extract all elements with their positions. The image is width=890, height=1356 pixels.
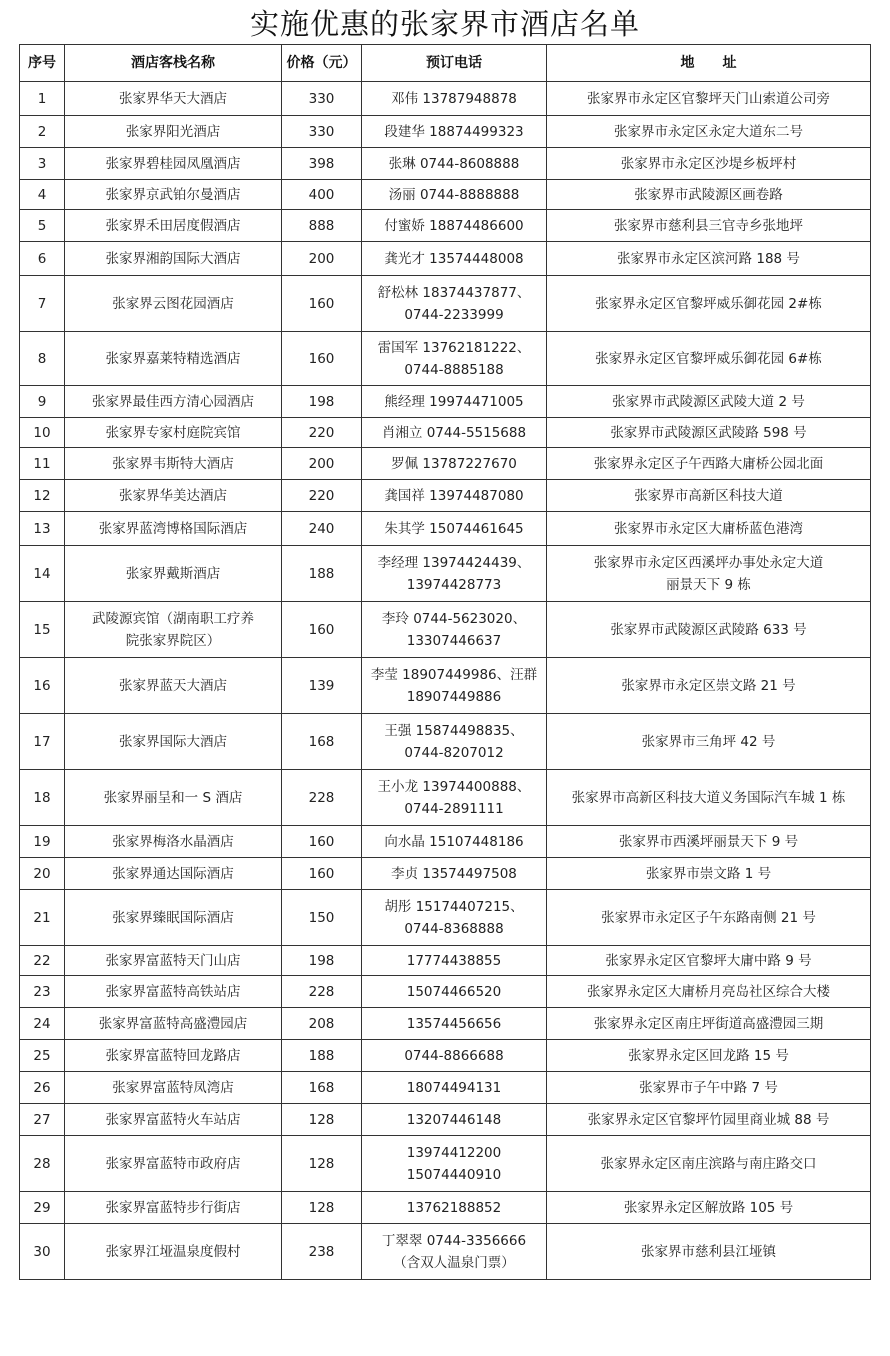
cell-no: 28 — [20, 1136, 65, 1192]
cell-phone-line: 0744-8368888 — [404, 920, 504, 937]
cell-address — [547, 1072, 871, 1104]
cell-phone — [362, 602, 547, 658]
cell-hotel-name-line: 张家界韦斯特大酒店 — [112, 455, 234, 472]
cell-price: 888 — [282, 210, 362, 242]
cell-phone-line: 向水晶 15107448186 — [384, 833, 524, 850]
cell-address — [547, 1040, 871, 1072]
cell-no: 24 — [20, 1008, 65, 1040]
cell-address-line: 张家界永定区官黎坪威乐御花园 2#栋 — [595, 295, 822, 312]
cell-address-line: 张家界永定区回龙路 15 号 — [628, 1047, 789, 1064]
cell-hotel-name-line: 张家界碧桂园凤凰酒店 — [105, 155, 241, 172]
cell-hotel-name-line: 张家界富蓝特天门山店 — [105, 952, 241, 969]
cell-hotel-name — [65, 512, 282, 546]
table-row — [20, 82, 871, 116]
table-row — [20, 1224, 871, 1280]
header-row — [20, 45, 871, 82]
cell-phone — [362, 1040, 547, 1072]
table-row — [20, 546, 871, 602]
cell-phone — [362, 512, 547, 546]
cell-address — [547, 546, 871, 602]
cell-hotel-name-line: 张家界云图花园酒店 — [112, 295, 234, 312]
cell-price: 168 — [282, 1072, 362, 1104]
cell-address — [547, 480, 871, 512]
cell-phone-line: 王小龙 13974400888、 — [377, 778, 531, 795]
cell-address — [547, 858, 871, 890]
cell-address — [547, 180, 871, 210]
cell-price: 220 — [282, 480, 362, 512]
cell-hotel-name — [65, 770, 282, 826]
cell-no: 12 — [20, 480, 65, 512]
cell-phone — [362, 976, 547, 1008]
cell-phone-line: 17774438855 — [406, 952, 502, 969]
cell-address — [547, 386, 871, 418]
cell-phone — [362, 1104, 547, 1136]
cell-phone-line: 段建华 18874499323 — [384, 123, 524, 140]
table-row — [20, 658, 871, 714]
cell-phone-line: 王强 15874498835、 — [384, 722, 524, 739]
cell-address-line: 张家界市永定区永定大道东二号 — [614, 123, 803, 140]
table-row — [20, 1104, 871, 1136]
cell-price: 208 — [282, 1008, 362, 1040]
cell-hotel-name — [65, 602, 282, 658]
cell-phone-line: 丁翠翠 0744-3356666 — [381, 1232, 527, 1249]
cell-phone — [362, 946, 547, 976]
cell-address — [547, 714, 871, 770]
cell-price: 200 — [282, 242, 362, 276]
cell-address — [547, 658, 871, 714]
cell-phone — [362, 210, 547, 242]
cell-hotel-name — [65, 1192, 282, 1224]
cell-hotel-name-line: 张家界京武铂尔曼酒店 — [105, 186, 241, 203]
cell-phone-line: 李莹 18907449986、汪群 — [370, 666, 538, 683]
table-row — [20, 386, 871, 418]
cell-no: 16 — [20, 658, 65, 714]
table-row — [20, 976, 871, 1008]
cell-price: 168 — [282, 714, 362, 770]
cell-phone-line: 肖湘立 0744-5515688 — [381, 424, 527, 441]
cell-address-line: 张家界市永定区西溪坪办事处永定大道 — [593, 554, 824, 571]
cell-hotel-name-line: 张家界臻眠国际酒店 — [112, 909, 234, 926]
cell-hotel-name-line: 张家界富蓝特火车站店 — [105, 1111, 241, 1128]
table-row — [20, 180, 871, 210]
cell-phone — [362, 180, 547, 210]
cell-price: 139 — [282, 658, 362, 714]
cell-address — [547, 946, 871, 976]
cell-address — [547, 1104, 871, 1136]
cell-no: 21 — [20, 890, 65, 946]
cell-address-line: 张家界市武陵源区武陵大道 2 号 — [612, 393, 805, 410]
cell-phone-line: 付蜜娇 18874486600 — [384, 217, 524, 234]
cell-price: 398 — [282, 148, 362, 180]
cell-hotel-name-line: 张家界最佳西方清心园酒店 — [92, 393, 254, 410]
cell-no: 13 — [20, 512, 65, 546]
cell-phone — [362, 276, 547, 332]
cell-hotel-name — [65, 826, 282, 858]
cell-address-line: 丽景天下 9 栋 — [666, 576, 751, 593]
cell-price: 198 — [282, 946, 362, 976]
cell-phone-line: 舒松林 18374437877、 — [377, 284, 531, 301]
cell-hotel-name-line: 张家界富蓝特凤湾店 — [112, 1079, 234, 1096]
cell-price: 160 — [282, 332, 362, 386]
cell-phone-line: 0744-2233999 — [404, 306, 504, 323]
cell-price: 188 — [282, 546, 362, 602]
cell-address-line: 张家界永定区子午西路大庸桥公园北面 — [593, 455, 824, 472]
cell-phone — [362, 480, 547, 512]
cell-phone-line: 雷国军 13762181222、 — [377, 339, 531, 356]
cell-price: 160 — [282, 826, 362, 858]
cell-price: 160 — [282, 602, 362, 658]
table-row — [20, 448, 871, 480]
cell-phone — [362, 386, 547, 418]
cell-no: 8 — [20, 332, 65, 386]
table-row — [20, 242, 871, 276]
cell-phone-line: 罗佩 13787227670 — [391, 455, 517, 472]
cell-hotel-name — [65, 946, 282, 976]
cell-hotel-name-line: 张家界富蓝特市政府店 — [105, 1155, 241, 1172]
cell-phone-line: 15074440910 — [406, 1166, 502, 1183]
cell-address — [547, 148, 871, 180]
cell-phone-line: （含双人温泉门票） — [393, 1254, 515, 1271]
cell-address — [547, 418, 871, 448]
cell-no: 10 — [20, 418, 65, 448]
table-row — [20, 1136, 871, 1192]
cell-phone — [362, 546, 547, 602]
cell-no: 20 — [20, 858, 65, 890]
cell-phone — [362, 148, 547, 180]
table-body — [20, 82, 871, 1280]
cell-address-line: 张家界永定区南庄滨路与南庄路交口 — [600, 1155, 817, 1172]
cell-address-line: 张家界市西溪坪丽景天下 9 号 — [618, 833, 799, 850]
cell-phone — [362, 418, 547, 448]
cell-address-line: 张家界永定区官黎坪大庸中路 9 号 — [605, 952, 812, 969]
cell-hotel-name-line: 张家界华美达酒店 — [119, 487, 227, 504]
cell-hotel-name-line: 张家界江垭温泉度假村 — [105, 1243, 241, 1260]
cell-address — [547, 1136, 871, 1192]
cell-hotel-name — [65, 116, 282, 148]
cell-price: 128 — [282, 1104, 362, 1136]
cell-no: 9 — [20, 386, 65, 418]
cell-address — [547, 512, 871, 546]
cell-price: 128 — [282, 1136, 362, 1192]
hotel-table — [19, 44, 871, 1280]
cell-hotel-name — [65, 658, 282, 714]
cell-no: 19 — [20, 826, 65, 858]
cell-phone-line: 邓伟 13787948878 — [391, 90, 517, 107]
cell-no: 22 — [20, 946, 65, 976]
cell-phone-line: 李经理 13974424439、 — [377, 554, 531, 571]
cell-address — [547, 82, 871, 116]
cell-phone — [362, 714, 547, 770]
cell-address — [547, 602, 871, 658]
cell-hotel-name-line: 武陵源宾馆（湖南职工疗养 — [92, 610, 254, 627]
cell-no: 14 — [20, 546, 65, 602]
cell-address-line: 张家界市武陵源区武陵路 598 号 — [610, 424, 807, 441]
col-header-price: 价格（元） — [282, 45, 362, 82]
table-row — [20, 1008, 871, 1040]
cell-hotel-name — [65, 448, 282, 480]
cell-phone-line: 朱其学 15074461645 — [384, 520, 524, 537]
cell-phone-line: 15074466520 — [406, 983, 502, 1000]
cell-hotel-name-line: 张家界富蓝特回龙路店 — [105, 1047, 241, 1064]
cell-hotel-name-line: 张家界嘉莱特精选酒店 — [105, 350, 241, 367]
cell-address-line: 张家界永定区官黎坪威乐御花园 6#栋 — [595, 350, 822, 367]
cell-price: 188 — [282, 1040, 362, 1072]
cell-phone — [362, 1192, 547, 1224]
cell-phone-line: 龚光才 13574448008 — [384, 250, 524, 267]
cell-hotel-name-line: 张家界禾田居度假酒店 — [105, 217, 241, 234]
cell-hotel-name-line: 张家界富蓝特步行街店 — [105, 1199, 241, 1216]
table-row — [20, 332, 871, 386]
table-row — [20, 480, 871, 512]
cell-address-line: 张家界永定区解放路 105 号 — [623, 1199, 794, 1216]
table-row — [20, 714, 871, 770]
table-row — [20, 418, 871, 448]
table-row — [20, 770, 871, 826]
cell-hotel-name-line: 张家界梅洛水晶酒店 — [112, 833, 234, 850]
table-row — [20, 1040, 871, 1072]
cell-phone-line: 龚国祥 13974487080 — [384, 487, 524, 504]
table-row — [20, 946, 871, 976]
cell-no: 18 — [20, 770, 65, 826]
cell-no: 17 — [20, 714, 65, 770]
cell-address-line: 张家界市慈利县江垭镇 — [641, 1243, 776, 1260]
cell-no: 25 — [20, 1040, 65, 1072]
cell-hotel-name-line: 张家界湘韵国际大酒店 — [105, 250, 241, 267]
table-row — [20, 210, 871, 242]
table-row — [20, 890, 871, 946]
cell-phone-line: 0744-8207012 — [404, 744, 504, 761]
cell-phone-line: 0744-2891111 — [404, 800, 504, 817]
cell-hotel-name — [65, 332, 282, 386]
cell-address — [547, 242, 871, 276]
cell-hotel-name — [65, 386, 282, 418]
table-row — [20, 1072, 871, 1104]
cell-phone — [362, 1008, 547, 1040]
cell-hotel-name — [65, 546, 282, 602]
cell-address — [547, 1192, 871, 1224]
cell-hotel-name — [65, 180, 282, 210]
cell-address-line: 张家界市子午中路 7 号 — [639, 1079, 778, 1096]
cell-no: 2 — [20, 116, 65, 148]
cell-no: 15 — [20, 602, 65, 658]
cell-no: 1 — [20, 82, 65, 116]
cell-address-line: 张家界市永定区滨河路 188 号 — [617, 250, 800, 267]
col-header-name: 酒店客栈名称 — [65, 45, 282, 82]
cell-hotel-name-line: 院张家界院区） — [125, 632, 221, 649]
cell-price: 220 — [282, 418, 362, 448]
cell-phone — [362, 1072, 547, 1104]
cell-hotel-name-line: 张家界通达国际酒店 — [112, 865, 234, 882]
cell-phone — [362, 826, 547, 858]
cell-hotel-name — [65, 1008, 282, 1040]
cell-hotel-name — [65, 148, 282, 180]
cell-price: 128 — [282, 1192, 362, 1224]
cell-address-line: 张家界市永定区子午东路南侧 21 号 — [601, 909, 816, 926]
cell-phone-line: 18074494131 — [406, 1079, 502, 1096]
cell-address — [547, 770, 871, 826]
cell-no: 5 — [20, 210, 65, 242]
cell-phone — [362, 1136, 547, 1192]
cell-address — [547, 890, 871, 946]
cell-phone — [362, 242, 547, 276]
cell-address-line: 张家界永定区南庄坪街道高盛澧园三期 — [593, 1015, 824, 1032]
cell-phone — [362, 890, 547, 946]
table-row — [20, 148, 871, 180]
cell-phone-line: 李贞 13574497508 — [391, 865, 517, 882]
cell-no: 29 — [20, 1192, 65, 1224]
cell-address — [547, 116, 871, 148]
cell-address-line: 张家界市慈利县三官寺乡张地坪 — [614, 217, 803, 234]
cell-price: 160 — [282, 276, 362, 332]
cell-phone-line: 13207446148 — [406, 1111, 502, 1128]
cell-price: 228 — [282, 976, 362, 1008]
cell-price: 200 — [282, 448, 362, 480]
cell-phone — [362, 82, 547, 116]
cell-hotel-name — [65, 890, 282, 946]
cell-hotel-name-line: 张家界专家村庭院宾馆 — [105, 424, 241, 441]
cell-address — [547, 1008, 871, 1040]
cell-price: 228 — [282, 770, 362, 826]
cell-hotel-name — [65, 480, 282, 512]
cell-hotel-name-line: 张家界丽呈和一 S 酒店 — [103, 789, 243, 806]
cell-phone-line: 13762188852 — [406, 1199, 502, 1216]
cell-phone — [362, 448, 547, 480]
cell-address — [547, 448, 871, 480]
cell-price: 198 — [282, 386, 362, 418]
cell-price: 240 — [282, 512, 362, 546]
cell-address-line: 张家界市永定区官黎坪天门山索道公司旁 — [587, 90, 830, 107]
cell-no: 3 — [20, 148, 65, 180]
col-header-no: 序号 — [20, 45, 65, 82]
cell-hotel-name — [65, 714, 282, 770]
cell-address-line: 张家界市永定区崇文路 21 号 — [621, 677, 796, 694]
cell-phone-line: 18907449886 — [406, 688, 502, 705]
cell-hotel-name — [65, 242, 282, 276]
cell-no: 11 — [20, 448, 65, 480]
cell-phone — [362, 116, 547, 148]
cell-address-line: 张家界市高新区科技大道 — [634, 487, 783, 504]
cell-price: 330 — [282, 82, 362, 116]
cell-phone-line: 13574456656 — [406, 1015, 502, 1032]
cell-hotel-name-line: 张家界富蓝特高铁站店 — [105, 983, 241, 1000]
cell-hotel-name-line: 张家界蓝湾博格国际酒店 — [98, 520, 248, 537]
cell-address-line: 张家界市武陵源区武陵路 633 号 — [610, 621, 807, 638]
cell-hotel-name-line: 张家界戴斯酒店 — [125, 565, 221, 582]
cell-no: 23 — [20, 976, 65, 1008]
cell-no: 27 — [20, 1104, 65, 1136]
table-row — [20, 858, 871, 890]
cell-phone-line: 13974412200 — [406, 1144, 502, 1161]
cell-phone — [362, 658, 547, 714]
cell-phone-line: 张琳 0744-8608888 — [388, 155, 520, 172]
cell-hotel-name-line: 张家界富蓝特高盛澧园店 — [98, 1015, 248, 1032]
table-row — [20, 276, 871, 332]
cell-hotel-name — [65, 1072, 282, 1104]
cell-no: 30 — [20, 1224, 65, 1280]
cell-hotel-name — [65, 210, 282, 242]
cell-price: 238 — [282, 1224, 362, 1280]
cell-address-line: 张家界市崇文路 1 号 — [645, 865, 772, 882]
cell-phone-line: 熊经理 19974471005 — [384, 393, 524, 410]
cell-phone-line: 胡彤 15174407215、 — [384, 898, 524, 915]
cell-address — [547, 976, 871, 1008]
table-row — [20, 512, 871, 546]
cell-price: 400 — [282, 180, 362, 210]
cell-phone-line: 0744-8885188 — [404, 361, 504, 378]
cell-address — [547, 276, 871, 332]
page-title: 实施优惠的张家界市酒店名单 — [249, 7, 640, 41]
cell-no: 26 — [20, 1072, 65, 1104]
cell-address-line: 张家界市高新区科技大道义务国际汽车城 1 栋 — [571, 789, 846, 806]
cell-phone — [362, 332, 547, 386]
cell-no: 7 — [20, 276, 65, 332]
cell-hotel-name — [65, 276, 282, 332]
col-header-address: 地 址 — [547, 45, 871, 82]
cell-hotel-name — [65, 858, 282, 890]
col-header-phone: 预订电话 — [362, 45, 547, 82]
cell-hotel-name — [65, 1104, 282, 1136]
cell-address-line: 张家界永定区官黎坪竹园里商业城 88 号 — [587, 1111, 830, 1128]
cell-address — [547, 332, 871, 386]
cell-hotel-name — [65, 82, 282, 116]
cell-hotel-name — [65, 976, 282, 1008]
cell-phone-line: 汤丽 0744-8888888 — [388, 186, 520, 203]
cell-hotel-name — [65, 1040, 282, 1072]
cell-phone-line: 0744-8866688 — [404, 1047, 504, 1064]
cell-no: 4 — [20, 180, 65, 210]
cell-address — [547, 210, 871, 242]
cell-phone — [362, 858, 547, 890]
cell-hotel-name-line: 张家界阳光酒店 — [125, 123, 221, 140]
cell-hotel-name — [65, 1224, 282, 1280]
cell-phone-line: 13307446637 — [406, 632, 502, 649]
cell-phone-line: 13974428773 — [406, 576, 502, 593]
cell-address-line: 张家界市三角坪 42 号 — [641, 733, 776, 750]
cell-no: 6 — [20, 242, 65, 276]
table-row — [20, 116, 871, 148]
cell-hotel-name-line: 张家界蓝天大酒店 — [119, 677, 227, 694]
cell-address — [547, 826, 871, 858]
table-row — [20, 1192, 871, 1224]
cell-price: 150 — [282, 890, 362, 946]
cell-address-line: 张家界永定区大庸桥月亮岛社区综合大楼 — [587, 983, 830, 1000]
table-row — [20, 602, 871, 658]
cell-hotel-name — [65, 1136, 282, 1192]
cell-phone — [362, 770, 547, 826]
cell-phone-line: 李玲 0744-5623020、 — [381, 610, 527, 627]
cell-price: 160 — [282, 858, 362, 890]
cell-address-line: 张家界市永定区沙堤乡板坪村 — [620, 155, 797, 172]
cell-price: 330 — [282, 116, 362, 148]
table-row — [20, 826, 871, 858]
cell-hotel-name-line: 张家界华天大酒店 — [119, 90, 227, 107]
cell-address-line: 张家界市武陵源区画卷路 — [634, 186, 783, 203]
cell-hotel-name — [65, 418, 282, 448]
cell-phone — [362, 1224, 547, 1280]
cell-hotel-name-line: 张家界国际大酒店 — [119, 733, 227, 750]
cell-address — [547, 1224, 871, 1280]
cell-address-line: 张家界市永定区大庸桥蓝色港湾 — [614, 520, 803, 537]
